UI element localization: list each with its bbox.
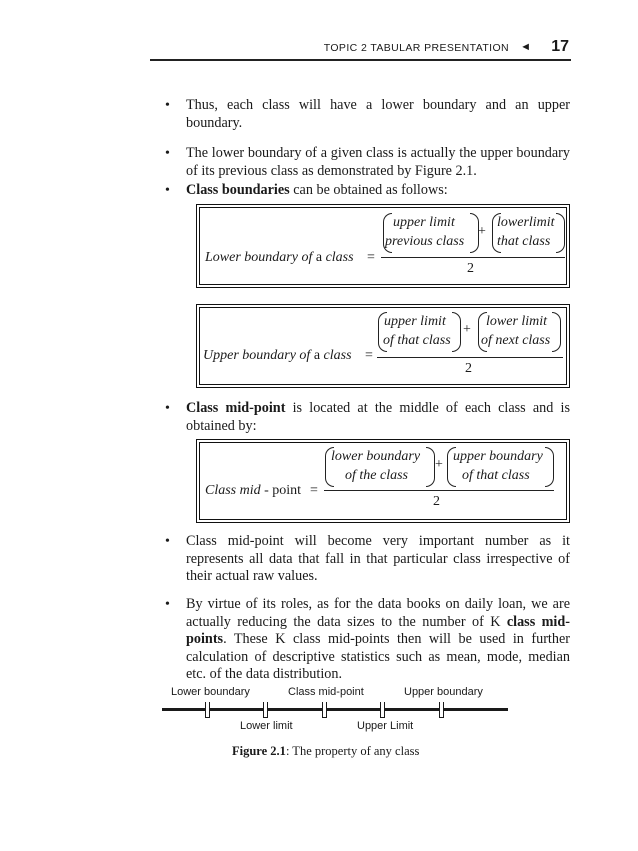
bullet-marker: • [165,183,170,198]
right-paren [452,312,461,352]
right-paren [426,447,435,487]
bullet-text-lower-boundary: The lower boundary of a given class is actually the upper boundary of its previous class as demonstrated by Figure 2.1. [186,145,570,179]
equals-sign: = [367,250,375,265]
fraction-bar [324,490,554,491]
caption-label: Figure 2.1 [232,744,286,758]
right-paren [545,447,554,487]
bullet-marker: • [165,534,170,549]
bullet-marker: • [165,597,170,612]
tick-mark [439,702,444,718]
plus-sign: + [478,224,486,239]
formula-box-upper-boundary [196,304,570,388]
formula-box-midpoint [196,439,570,523]
caption-text: : The property of any class [285,744,420,758]
fraction-bar [377,357,563,358]
bullet-marker: • [165,98,170,113]
tick-mark [380,702,385,718]
formula-box-lower-boundary [196,204,570,288]
bullet-marker: • [165,146,170,161]
term1-bottom: of that class [383,333,451,348]
term1-top: upper limit [393,215,455,230]
plus-sign: + [435,457,443,472]
term2-top: lowerlimit [497,215,555,230]
bullet-text-class-midpoint [186,400,570,435]
term2-bottom: that class [497,234,551,249]
denominator: 2 [465,361,472,376]
right-paren [556,213,565,253]
bold-term: Class mid-point [186,400,286,416]
bullet-text-class-boundaries [186,182,570,200]
denominator: 2 [433,494,440,509]
equals-sign: = [365,348,373,363]
term2-bottom: of next class [481,333,551,348]
term1-bottom: of the class [345,468,408,483]
bullet-text-rest: can be obtained as follows: [289,182,448,198]
plus-sign: + [463,322,471,337]
label-lower-boundary: Lower boundary [171,686,250,698]
right-paren [552,312,561,352]
label-upper-limit: Upper Limit [357,720,414,732]
page-number: 17 [551,38,569,55]
fraction-bar [381,257,565,258]
equals-sign: = [310,483,318,498]
denominator: 2 [467,261,474,276]
bold-term: class mid-points [186,613,570,647]
bullet-text-part: . These K class mid-points then will be used in further calculation of descriptive statistics such as mean, mode, median etc. of the data distribution. [186,631,570,682]
number-line [162,708,508,711]
label-upper-boundary: Upper boundary [404,686,483,698]
figure-class-property [162,686,510,734]
header-topic: TOPIC 2 TABULAR PRESENTATION [323,42,509,54]
bullet-text-midpoint-importance: Class mid-point will become very important number as it represents all data that fall in that particular class irrespective of their actual raw values. [186,533,570,584]
term1-top: lower boundary [331,449,421,464]
term1-top: upper limit [384,314,446,329]
term2-top: lower limit [486,314,548,329]
bullet-marker: • [165,401,170,416]
formula-lhs: Class mid - point [205,483,302,498]
term2-bottom: of that class [462,468,530,483]
bold-term: Class boundaries [186,182,290,198]
bullet-text-boundaries: Thus, each class will have a lower boundary and an upper boundary. [186,97,570,131]
tick-mark [263,702,268,718]
bullet-text-rest: is located at the middle of each class and is obtained by: [186,400,570,434]
term1-bottom: previous class [385,234,465,249]
tick-mark [322,702,327,718]
figure-caption [232,744,419,759]
running-header [150,38,571,62]
bullet-text-part: By virtue of its roles, as for the data books on daily loan, we are actually reducing the data sizes to the number of K [186,596,570,630]
header-arrow-icon: ◄ [520,41,531,53]
header-rule [150,59,571,61]
formula-lhs: Lower boundary of a class [205,250,354,265]
label-class-midpoint: Class mid-point [288,686,364,698]
term2-top: upper boundary [453,449,543,464]
tick-mark [205,702,210,718]
formula-lhs: Upper boundary of a class [203,348,352,363]
bullet-text-k-midpoints [186,596,570,684]
label-lower-limit: Lower limit [240,720,293,732]
